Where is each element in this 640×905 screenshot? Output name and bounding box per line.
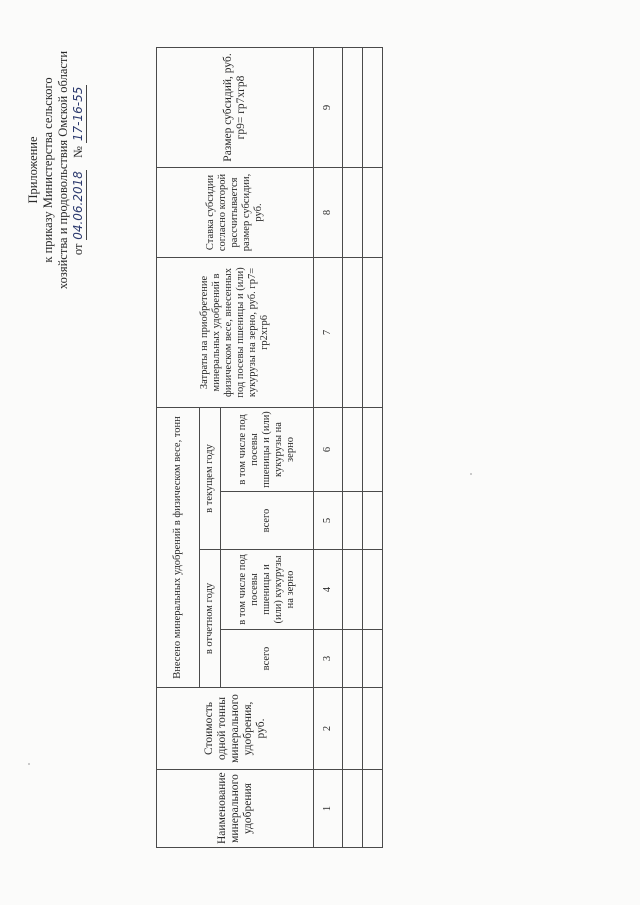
table-cell	[363, 770, 383, 848]
header-col-name: Наименование минерального удобрения	[157, 770, 314, 848]
scan-dust-mark	[28, 763, 30, 765]
appendix-header	[26, 25, 87, 315]
table-cell	[343, 688, 363, 770]
order-date-number-line	[71, 25, 87, 315]
table-cell	[363, 492, 383, 550]
handwritten-date: 04.06.2018	[71, 171, 85, 240]
scan-dust-mark	[470, 473, 472, 475]
table-cell	[343, 47, 363, 167]
number-label: №	[71, 146, 85, 158]
table-cell	[343, 492, 363, 550]
col-number: 5	[314, 492, 343, 550]
header-report-incl: в том числе под посевы пшеницы и (или) кукурузы на зерно	[221, 550, 314, 630]
table-cell	[343, 770, 363, 848]
table-cell	[363, 257, 383, 407]
order-line-1: к приказу Министерства сельского	[41, 77, 55, 263]
table-cell	[343, 550, 363, 630]
table-cell	[343, 167, 363, 257]
header-current-year: в текущем году	[200, 407, 221, 549]
col-number: 1	[314, 770, 343, 848]
table-cell	[343, 630, 363, 688]
table-cell	[363, 688, 383, 770]
col-number: 6	[314, 407, 343, 491]
header-report-year: в отчетном году	[200, 550, 221, 688]
col-number: 9	[314, 47, 343, 167]
table-cell	[343, 257, 363, 407]
table-cell	[363, 407, 383, 491]
header-current-total: всего	[221, 492, 314, 550]
col-number: 3	[314, 630, 343, 688]
col-number: 8	[314, 167, 343, 257]
subsidy-table	[156, 47, 383, 848]
header-group-applied: Внесено минеральных удобрений в физическом весе, тонн	[157, 407, 200, 687]
header-current-incl: в том числе под посевы пшеницы и (или) кукурузы на зерно	[221, 407, 314, 491]
header-col-costs: Затраты на приобретение минеральных удобрений в физическом весе, внесенных под посевы пшеницы и (или) кукурузы на зерно, руб. гр7= гр2хгр6	[157, 257, 314, 407]
col-number: 7	[314, 257, 343, 407]
table-cell	[363, 47, 383, 167]
table-cell	[363, 550, 383, 630]
table-cell	[363, 167, 383, 257]
table-row	[343, 47, 363, 847]
column-numbers-row	[314, 47, 343, 847]
handwritten-number: 17-16-55	[71, 86, 85, 142]
header-col-cost: Стоимость одной тонны минерального удобрения, руб.	[157, 688, 314, 770]
table-row	[363, 47, 383, 847]
order-line-2: хозяйства и продовольствия Омской области	[56, 50, 70, 290]
col-number: 2	[314, 688, 343, 770]
header-col-amount: Размер субсидий, руб. гр9= гр7хгр8	[157, 47, 314, 167]
table-cell	[363, 630, 383, 688]
header-report-total: всего	[221, 630, 314, 688]
appendix-title: Приложение	[26, 136, 40, 204]
header-col-rate: Ставка субсидии согласно которой рассчитывается размер субсидии, руб.	[157, 167, 314, 257]
from-label: от	[71, 243, 85, 256]
table-cell	[343, 407, 363, 491]
col-number: 4	[314, 550, 343, 630]
